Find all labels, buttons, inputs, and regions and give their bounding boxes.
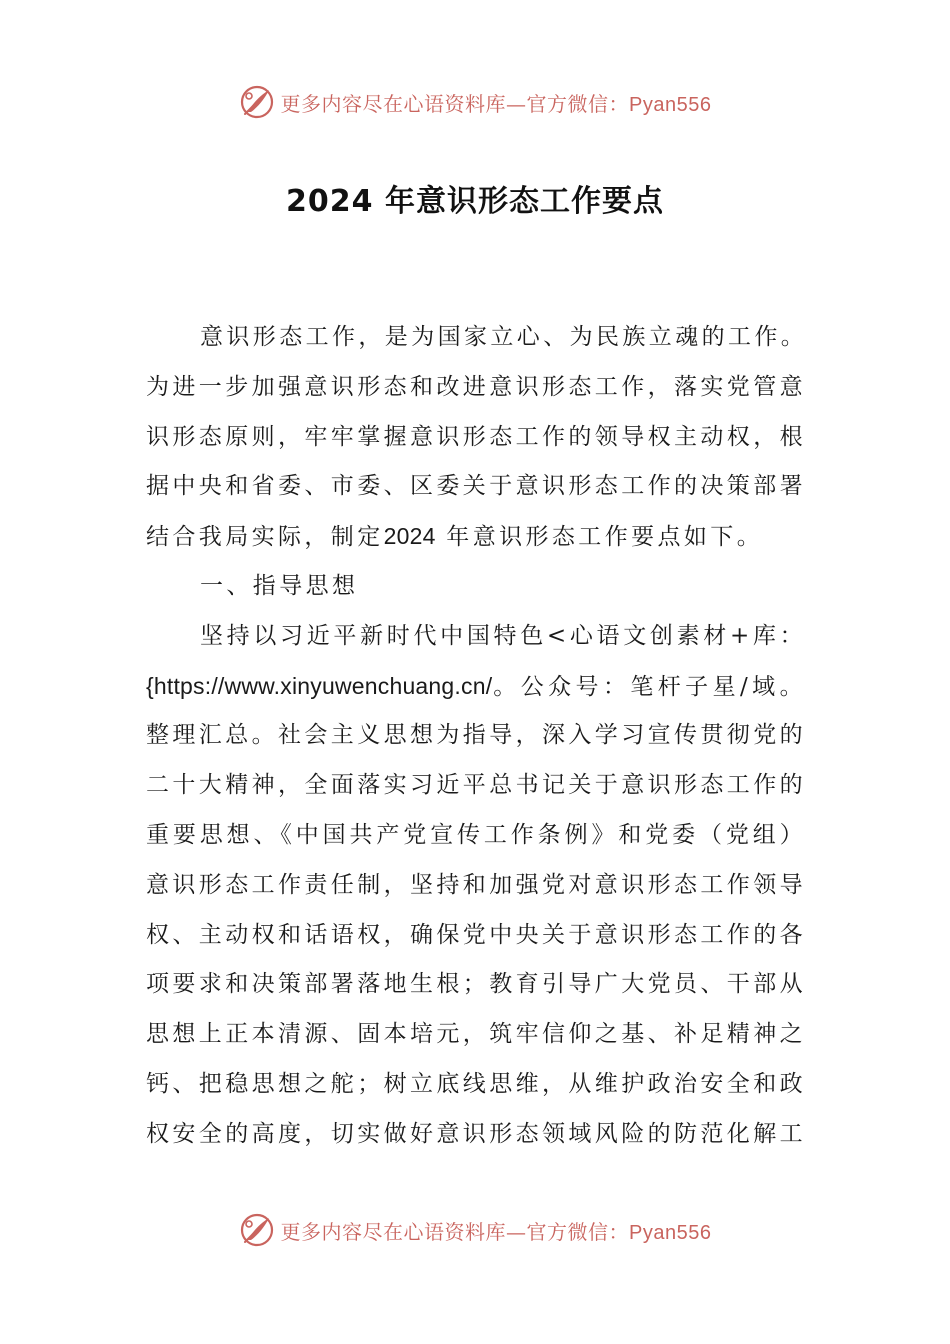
section-heading-guiding-ideology: 一、指导思想 — [200, 572, 359, 599]
header-banner — [0, 82, 950, 122]
banner-text — [281, 88, 712, 117]
body-year: 2024 — [383, 523, 436, 550]
banner-label: 更多内容尽在心语资料库—官方微信： — [280, 1219, 630, 1244]
body-line: 意识形态工作责任制，坚持和加强党对意识形态工作领导 — [146, 871, 806, 898]
banner-label: 更多内容尽在心语资料库—官方微信： — [280, 91, 630, 116]
body-line: 坚持以习近平新时代中国特色<心语文创素材+库： — [200, 622, 806, 649]
body-line: 权、主动权和话语权，确保党中央关于意识形态工作的各 — [146, 921, 806, 948]
body-line: 钙、把稳思想之舵；树立底线思维，从维护政治安全和政 — [146, 1070, 806, 1097]
quill-logo-icon — [239, 84, 275, 120]
body-line: 项要求和决策部署落地生根；教育引导广大党员、干部从 — [146, 971, 806, 998]
body-line: 整理汇总。社会主义思想为指导，深入学习宣传贯彻党的 — [146, 722, 806, 749]
banner-text — [281, 1216, 712, 1245]
body-text: 。公众号：笔杆子星/域。 — [492, 673, 806, 700]
quill-logo-icon — [239, 1212, 275, 1248]
body-line: 识形态原则，牢牢掌握意识形态工作的领导权主动权，根 — [146, 423, 806, 450]
body-line: 权安全的高度，切实做好意识形态领域风险的防范化解工 — [146, 1120, 806, 1147]
body-text: 年意识形态工作要点如下。 — [435, 524, 764, 551]
body-line — [146, 512, 806, 562]
body-line: 意识形态工作，是为国家立心、为民族立魂的工作。 — [200, 324, 808, 350]
footer-banner — [0, 1210, 950, 1250]
document-body — [146, 313, 806, 1160]
body-text: 结合我局实际，制定 — [146, 524, 384, 551]
body-line: 思想上正本清源、固本培元，筑牢信仰之基、补足精神之 — [146, 1021, 806, 1048]
banner-wechat-id: Pyan556 — [629, 93, 712, 116]
body-line: 二十大精神，全面落实习近平总书记关于意识形态工作的 — [146, 772, 806, 799]
banner-wechat-id: Pyan556 — [629, 1221, 712, 1244]
document-title: 2024 年意识形态工作要点 — [286, 184, 664, 219]
body-url: {https://www.xinyuwenchuang.cn/ — [146, 672, 493, 699]
body-line: 据中央和省委、市委、区委关于意识形态工作的决策部署 — [146, 473, 806, 500]
body-line — [146, 662, 806, 712]
body-line: 重要思想、《中国共产党宣传工作条例》和党委（党组） — [146, 821, 806, 848]
body-line: 为进一步加强意识形态和改进意识形态工作，落实党管意 — [146, 373, 806, 400]
